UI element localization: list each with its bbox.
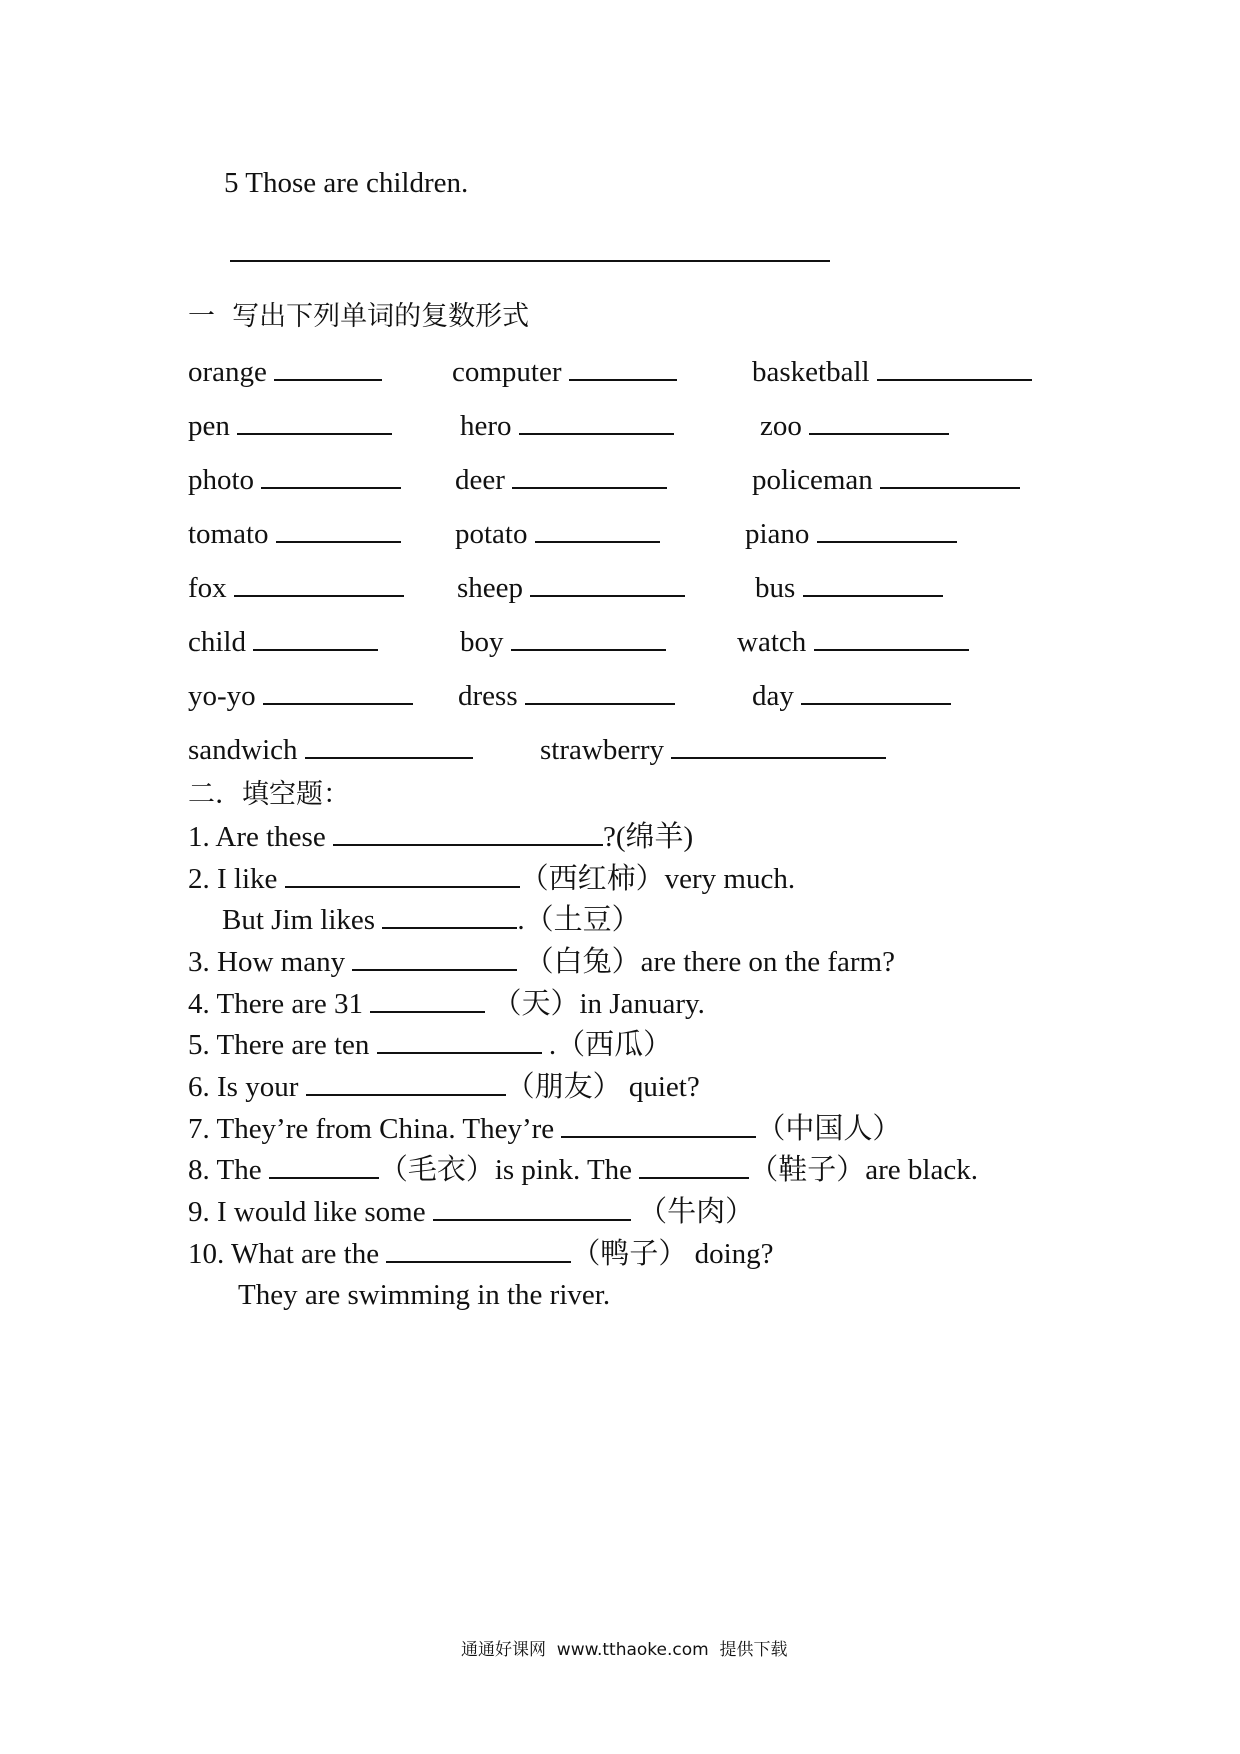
footer-credit: 通通好课网 www.tthaoke.com 提供下载 xyxy=(461,1640,788,1660)
word-label: computer xyxy=(452,356,562,388)
answer-blank[interactable] xyxy=(535,517,660,543)
word-item xyxy=(752,463,1020,497)
word-item xyxy=(455,463,667,497)
prev-question: 5 Those are children. xyxy=(224,167,469,199)
question-text: 1. Are these xyxy=(188,821,333,853)
answer-line xyxy=(230,260,830,262)
question-text: 4. There are 31 xyxy=(188,988,371,1020)
question-hint: （毛衣）is pink. The xyxy=(378,1154,640,1186)
answer-blank[interactable] xyxy=(511,625,666,651)
answer-blank[interactable] xyxy=(352,945,517,971)
answer-blank[interactable] xyxy=(801,679,951,705)
answer-blank[interactable] xyxy=(305,733,473,759)
answer-blank[interactable] xyxy=(817,517,957,543)
word-item xyxy=(188,517,401,551)
word-label: piano xyxy=(745,518,810,550)
question-2-part-b xyxy=(222,903,641,937)
answer-blank[interactable] xyxy=(237,409,392,435)
word-label: tomato xyxy=(188,518,269,550)
word-label: policeman xyxy=(752,464,873,496)
word-label: basketball xyxy=(752,356,870,388)
word-item xyxy=(452,355,677,389)
word-item xyxy=(188,679,413,713)
question-7 xyxy=(188,1112,901,1146)
question-hint: （朋友） quiet? xyxy=(505,1071,700,1103)
question-8 xyxy=(188,1153,978,1187)
question-text: 5. There are ten xyxy=(188,1029,377,1061)
word-label: day xyxy=(752,680,794,712)
word-item xyxy=(188,355,382,389)
question-6 xyxy=(188,1070,700,1104)
answer-blank[interactable] xyxy=(561,1112,756,1138)
word-label: sheep xyxy=(457,572,524,604)
word-item xyxy=(752,679,951,713)
word-item xyxy=(755,571,943,605)
question-hint: （白兔）are there on the farm? xyxy=(517,946,895,978)
question-hint: .（土豆） xyxy=(517,904,641,936)
question-10 xyxy=(188,1237,774,1271)
answer-blank[interactable] xyxy=(370,987,485,1013)
word-item xyxy=(188,733,473,767)
word-item xyxy=(457,571,685,605)
answer-blank[interactable] xyxy=(386,1237,571,1263)
word-label: zoo xyxy=(760,410,802,442)
word-label: yo-yo xyxy=(188,680,256,712)
question-hint: .（西瓜） xyxy=(541,1029,673,1061)
question-hint: （天）in January. xyxy=(485,988,705,1020)
question-1 xyxy=(188,820,693,854)
word-item xyxy=(460,409,674,443)
word-label: deer xyxy=(455,464,505,496)
word-label: potato xyxy=(455,518,528,550)
answer-blank[interactable] xyxy=(261,463,401,489)
question-hint: （中国人） xyxy=(756,1113,902,1145)
question-text: 9. I would like some xyxy=(188,1196,433,1228)
question-5 xyxy=(188,1028,672,1062)
answer-blank[interactable] xyxy=(263,679,413,705)
question-text: But Jim likes xyxy=(222,904,383,936)
word-item xyxy=(540,733,886,767)
question-hint: （西红柿）very much. xyxy=(519,863,796,895)
answer-blank[interactable] xyxy=(276,517,401,543)
word-item xyxy=(760,409,949,443)
word-item xyxy=(752,355,1032,389)
answer-blank[interactable] xyxy=(377,1028,542,1054)
word-item xyxy=(455,517,660,551)
word-item xyxy=(460,625,666,659)
answer-blank[interactable] xyxy=(639,1153,749,1179)
word-label: sandwich xyxy=(188,734,298,766)
word-label: child xyxy=(188,626,246,658)
section1-heading: 一 写出下列单词的复数形式 xyxy=(188,301,530,332)
answer-blank[interactable] xyxy=(530,571,685,597)
word-label: fox xyxy=(188,572,227,604)
word-label: strawberry xyxy=(540,734,665,766)
word-item xyxy=(188,409,392,443)
answer-blank[interactable] xyxy=(525,679,675,705)
answer-blank[interactable] xyxy=(512,463,667,489)
answer-blank[interactable] xyxy=(269,1153,379,1179)
word-item xyxy=(737,625,969,659)
answer-blank[interactable] xyxy=(285,862,520,888)
section2-heading: 二．填空题： xyxy=(188,779,350,810)
word-label: pen xyxy=(188,410,230,442)
question-hint: （鞋子）are black. xyxy=(749,1154,978,1186)
word-item xyxy=(188,571,404,605)
answer-blank[interactable] xyxy=(519,409,674,435)
answer-blank[interactable] xyxy=(569,355,677,381)
answer-blank[interactable] xyxy=(671,733,886,759)
word-label: watch xyxy=(737,626,807,658)
word-item xyxy=(188,463,401,497)
word-label: photo xyxy=(188,464,255,496)
answer-blank[interactable] xyxy=(382,903,517,929)
word-item xyxy=(458,679,675,713)
question-text: 8. The xyxy=(188,1154,269,1186)
word-label: orange xyxy=(188,356,267,388)
word-label: bus xyxy=(755,572,796,604)
answer-blank[interactable] xyxy=(306,1070,506,1096)
question-hint: ?(绵羊) xyxy=(602,821,694,853)
question-4 xyxy=(188,987,705,1021)
word-item xyxy=(745,517,957,551)
question-text: 10. What are the xyxy=(188,1238,387,1270)
word-label: dress xyxy=(458,680,518,712)
word-label: boy xyxy=(460,626,504,658)
word-label: hero xyxy=(460,410,512,442)
answer-blank[interactable] xyxy=(803,571,943,597)
question-9 xyxy=(188,1195,754,1229)
answer-blank[interactable] xyxy=(333,820,603,846)
question-hint: （鸭子） doing? xyxy=(571,1238,774,1270)
answer-blank[interactable] xyxy=(814,625,969,651)
question-text: 6. Is your xyxy=(188,1071,306,1103)
question-10-answer: They are swimming in the river. xyxy=(238,1279,611,1311)
answer-blank[interactable] xyxy=(433,1195,631,1221)
answer-blank[interactable] xyxy=(880,463,1020,489)
question-text: 3. How many xyxy=(188,946,353,978)
answer-blank[interactable] xyxy=(877,355,1032,381)
answer-blank[interactable] xyxy=(274,355,382,381)
question-hint: （牛肉） xyxy=(630,1196,755,1228)
answer-blank[interactable] xyxy=(253,625,378,651)
question-2 xyxy=(188,862,795,896)
word-item xyxy=(188,625,378,659)
answer-blank[interactable] xyxy=(234,571,404,597)
question-text: 2. I like xyxy=(188,863,285,895)
question-3 xyxy=(188,945,895,979)
answer-blank[interactable] xyxy=(809,409,949,435)
question-text: 7. They’re from China. They’re xyxy=(188,1113,562,1145)
